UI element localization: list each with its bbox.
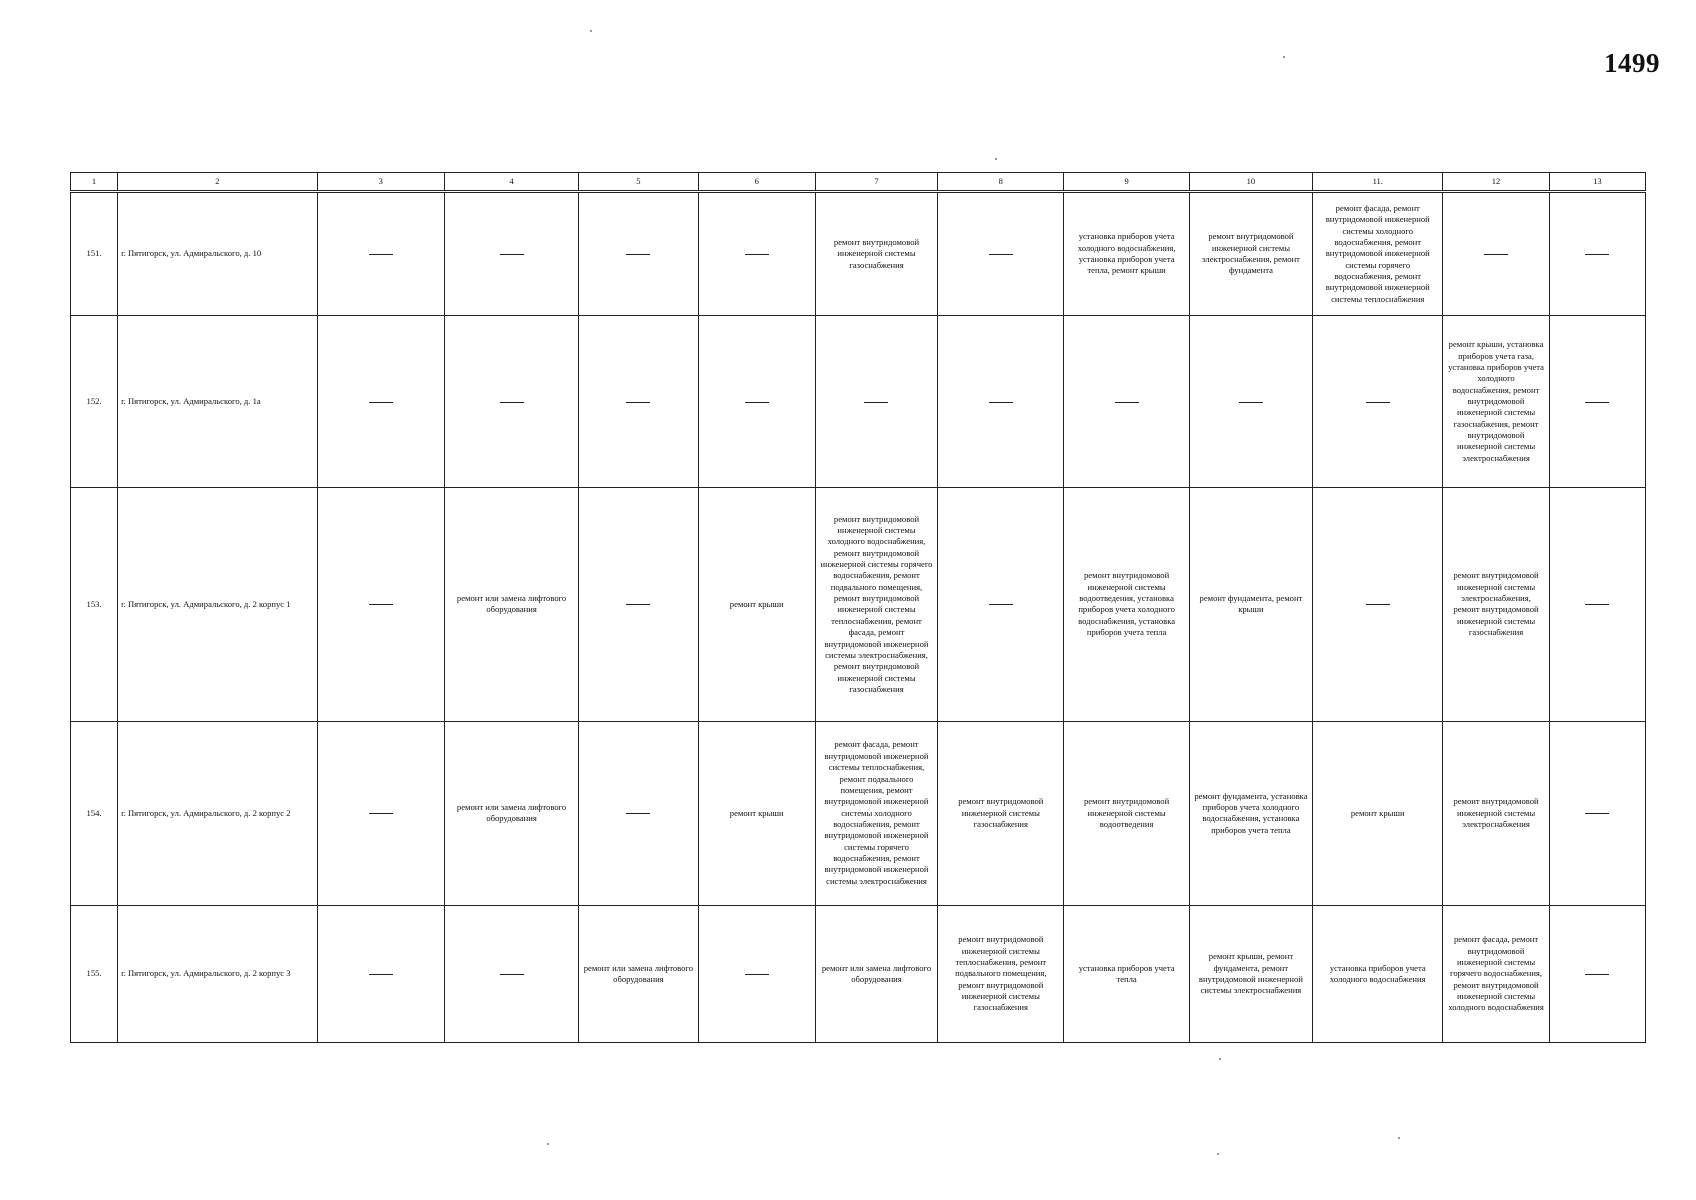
table-cell: ремонт крыши <box>1313 721 1443 905</box>
empty-dash <box>626 813 650 814</box>
table-row <box>71 316 1646 488</box>
table-cell <box>1549 721 1645 905</box>
table-cell: ремонт или замена лифтового оборудования <box>815 905 937 1042</box>
table-cell <box>938 488 1064 721</box>
table-cell: установка приборов учета холодного водоснабжения <box>1313 905 1443 1042</box>
table-cell: ремонт внутридомовой инженерной системы электроснабжения <box>1443 721 1549 905</box>
table-cell <box>1189 316 1312 488</box>
table-cell <box>444 192 578 316</box>
table-cell: ремонт крыши, ремонт фундамента, ремонт внутридомовой инженерной системы электроснабжения <box>1189 905 1312 1042</box>
column-number: 8 <box>938 173 1064 192</box>
empty-dash <box>500 254 524 255</box>
scan-speck <box>1217 1153 1219 1155</box>
table-cell: ремонт внутридомовой инженерной системы водоотведения <box>1064 721 1189 905</box>
empty-dash <box>369 254 393 255</box>
table-cell: ремонт внутридомовой инженерной системы газоснабжения <box>815 192 937 316</box>
empty-dash <box>864 402 888 403</box>
column-number: 1 <box>71 173 118 192</box>
table-cell <box>317 192 444 316</box>
table-row <box>71 905 1646 1042</box>
table-cell <box>444 316 578 488</box>
table-cell <box>317 488 444 721</box>
table-cell: установка приборов учета тепла <box>1064 905 1189 1042</box>
table-cell <box>698 192 815 316</box>
empty-dash <box>626 402 650 403</box>
empty-dash <box>369 974 393 975</box>
column-number: 9 <box>1064 173 1189 192</box>
empty-dash <box>1366 604 1390 605</box>
table-cell: ремонт внутридомовой инженерной системы теплоснабжения, ремонт подвального помещения, ремонт внутридомовой инженерной системы газоснабжения <box>938 905 1064 1042</box>
table-cell <box>1443 192 1549 316</box>
page-number: 1499 <box>1604 48 1660 78</box>
empty-dash <box>745 254 769 255</box>
column-number: 13 <box>1549 173 1645 192</box>
row-number: 154. <box>71 721 118 905</box>
table-cell: ремонт или замена лифтового оборудования <box>444 488 578 721</box>
empty-dash <box>500 402 524 403</box>
table-cell <box>815 316 937 488</box>
column-number: 10 <box>1189 173 1312 192</box>
table-cell <box>579 316 698 488</box>
table-cell <box>1549 316 1645 488</box>
table-cell <box>1313 316 1443 488</box>
scan-speck <box>1398 1137 1400 1139</box>
table-cell <box>317 905 444 1042</box>
table-cell <box>317 721 444 905</box>
table-cell <box>444 905 578 1042</box>
table-cell: ремонт фасада, ремонт внутридомовой инженерной системы теплоснабжения, ремонт подвального помещения, ремонт внутридомовой инженерной системы холодного водоснабжения, ремонт внутридомовой инженерной системы горячего водоснабжения, ремонт внутридомовой инженерной системы электроснабжения <box>815 721 937 905</box>
table-cell: ремонт внутридомовой инженерной системы газоснабжения <box>938 721 1064 905</box>
table-cell: ремонт внутридомовой инженерной системы электроснабжения, ремонт внутридомовой инженерной системы газоснабжения <box>1443 488 1549 721</box>
empty-dash <box>626 254 650 255</box>
table-row <box>71 721 1646 905</box>
table-cell: ремонт крыши, установка приборов учета газа, установка приборов учета холодного водоснабжения, ремонт внутридомовой инженерной системы газоснабжения, ремонт внутридомовой инженерной системы электроснабжения <box>1443 316 1549 488</box>
table-cell: установка приборов учета холодного водоснабжения, установка приборов учета тепла, ремонт крыши <box>1064 192 1189 316</box>
empty-dash <box>989 254 1013 255</box>
row-number: 153. <box>71 488 118 721</box>
table-cell <box>1549 488 1645 721</box>
empty-dash <box>1484 254 1508 255</box>
address-cell: г. Пятигорск, ул. Адмиральского, д. 10 <box>118 192 318 316</box>
column-number: 3 <box>317 173 444 192</box>
empty-dash <box>1585 813 1609 814</box>
empty-dash <box>745 402 769 403</box>
table-cell <box>579 488 698 721</box>
column-number-row <box>71 173 1646 192</box>
address-cell: г. Пятигорск, ул. Адмиральского, д. 2 корпус 1 <box>118 488 318 721</box>
column-number: 11. <box>1313 173 1443 192</box>
table-cell <box>1064 316 1189 488</box>
table-cell: ремонт крыши <box>698 488 815 721</box>
scan-speck <box>590 30 592 32</box>
table-cell <box>1549 192 1645 316</box>
table-cell: ремонт внутридомовой инженерной системы водоотведения, установка приборов учета холодного водоснабжения, установка приборов учета тепла <box>1064 488 1189 721</box>
column-number: 5 <box>579 173 698 192</box>
column-number: 4 <box>444 173 578 192</box>
scan-speck <box>995 158 997 160</box>
empty-dash <box>369 604 393 605</box>
empty-dash <box>626 604 650 605</box>
table-cell: ремонт крыши <box>698 721 815 905</box>
table-cell <box>1549 905 1645 1042</box>
table-cell <box>698 905 815 1042</box>
address-cell: г. Пятигорск, ул. Адмиральского, д. 2 корпус 2 <box>118 721 318 905</box>
table-cell: ремонт внутридомовой инженерной системы холодного водоснабжения, ремонт внутридомовой инженерной системы горячего водоснабжения, ремонт подвального помещения, ремонт внутридомовой инженерной системы теплоснабжения, ремонт фасада, ремонт внутридомовой инженерной системы электроснабжения, ремонт внутридомовой инженерной системы газоснабжения <box>815 488 937 721</box>
address-cell: г. Пятигорск, ул. Адмиральского, д. 2 корпус 3 <box>118 905 318 1042</box>
empty-dash <box>1585 974 1609 975</box>
scan-speck <box>547 1143 549 1145</box>
column-number: 12 <box>1443 173 1549 192</box>
scan-speck <box>1283 56 1285 58</box>
row-number: 155. <box>71 905 118 1042</box>
scan-speck <box>1219 1058 1221 1060</box>
table-cell: ремонт фасада, ремонт внутридомовой инженерной системы холодного водоснабжения, ремонт внутридомовой инженерной системы горячего водоснабжения, ремонт внутридомовой инженерной системы теплоснабжения <box>1313 192 1443 316</box>
row-number: 152. <box>71 316 118 488</box>
empty-dash <box>500 974 524 975</box>
table-cell: ремонт внутридомовой инженерной системы электроснабжения, ремонт фундамента <box>1189 192 1312 316</box>
column-number: 7 <box>815 173 937 192</box>
table-cell <box>1313 488 1443 721</box>
empty-dash <box>1115 402 1139 403</box>
column-number: 2 <box>118 173 318 192</box>
empty-dash <box>1366 402 1390 403</box>
column-number: 6 <box>698 173 815 192</box>
empty-dash <box>745 974 769 975</box>
table-cell <box>579 721 698 905</box>
table-cell <box>938 316 1064 488</box>
table-cell: ремонт фундамента, ремонт крыши <box>1189 488 1312 721</box>
table-cell <box>579 192 698 316</box>
table-row <box>71 488 1646 721</box>
table-cell: ремонт фасада, ремонт внутридомовой инженерной системы горячего водоснабжения, ремонт внутридомовой инженерной системы холодного водоснабжения <box>1443 905 1549 1042</box>
table-cell: ремонт или замена лифтового оборудования <box>444 721 578 905</box>
table-cell: ремонт фундамента, установка приборов учета холодного водоснабжения, установка приборов учета тепла <box>1189 721 1312 905</box>
empty-dash <box>989 402 1013 403</box>
table-cell <box>698 316 815 488</box>
empty-dash <box>1239 402 1263 403</box>
empty-dash <box>1585 254 1609 255</box>
row-number: 151. <box>71 192 118 316</box>
table-cell <box>317 316 444 488</box>
address-cell: г. Пятигорск, ул. Адмиральского, д. 1а <box>118 316 318 488</box>
empty-dash <box>1585 604 1609 605</box>
table-cell <box>938 192 1064 316</box>
table-cell: ремонт или замена лифтового оборудования <box>579 905 698 1042</box>
empty-dash <box>1585 402 1609 403</box>
repair-schedule-table <box>70 172 1646 1043</box>
empty-dash <box>369 402 393 403</box>
table-row <box>71 192 1646 316</box>
empty-dash <box>369 813 393 814</box>
empty-dash <box>989 604 1013 605</box>
